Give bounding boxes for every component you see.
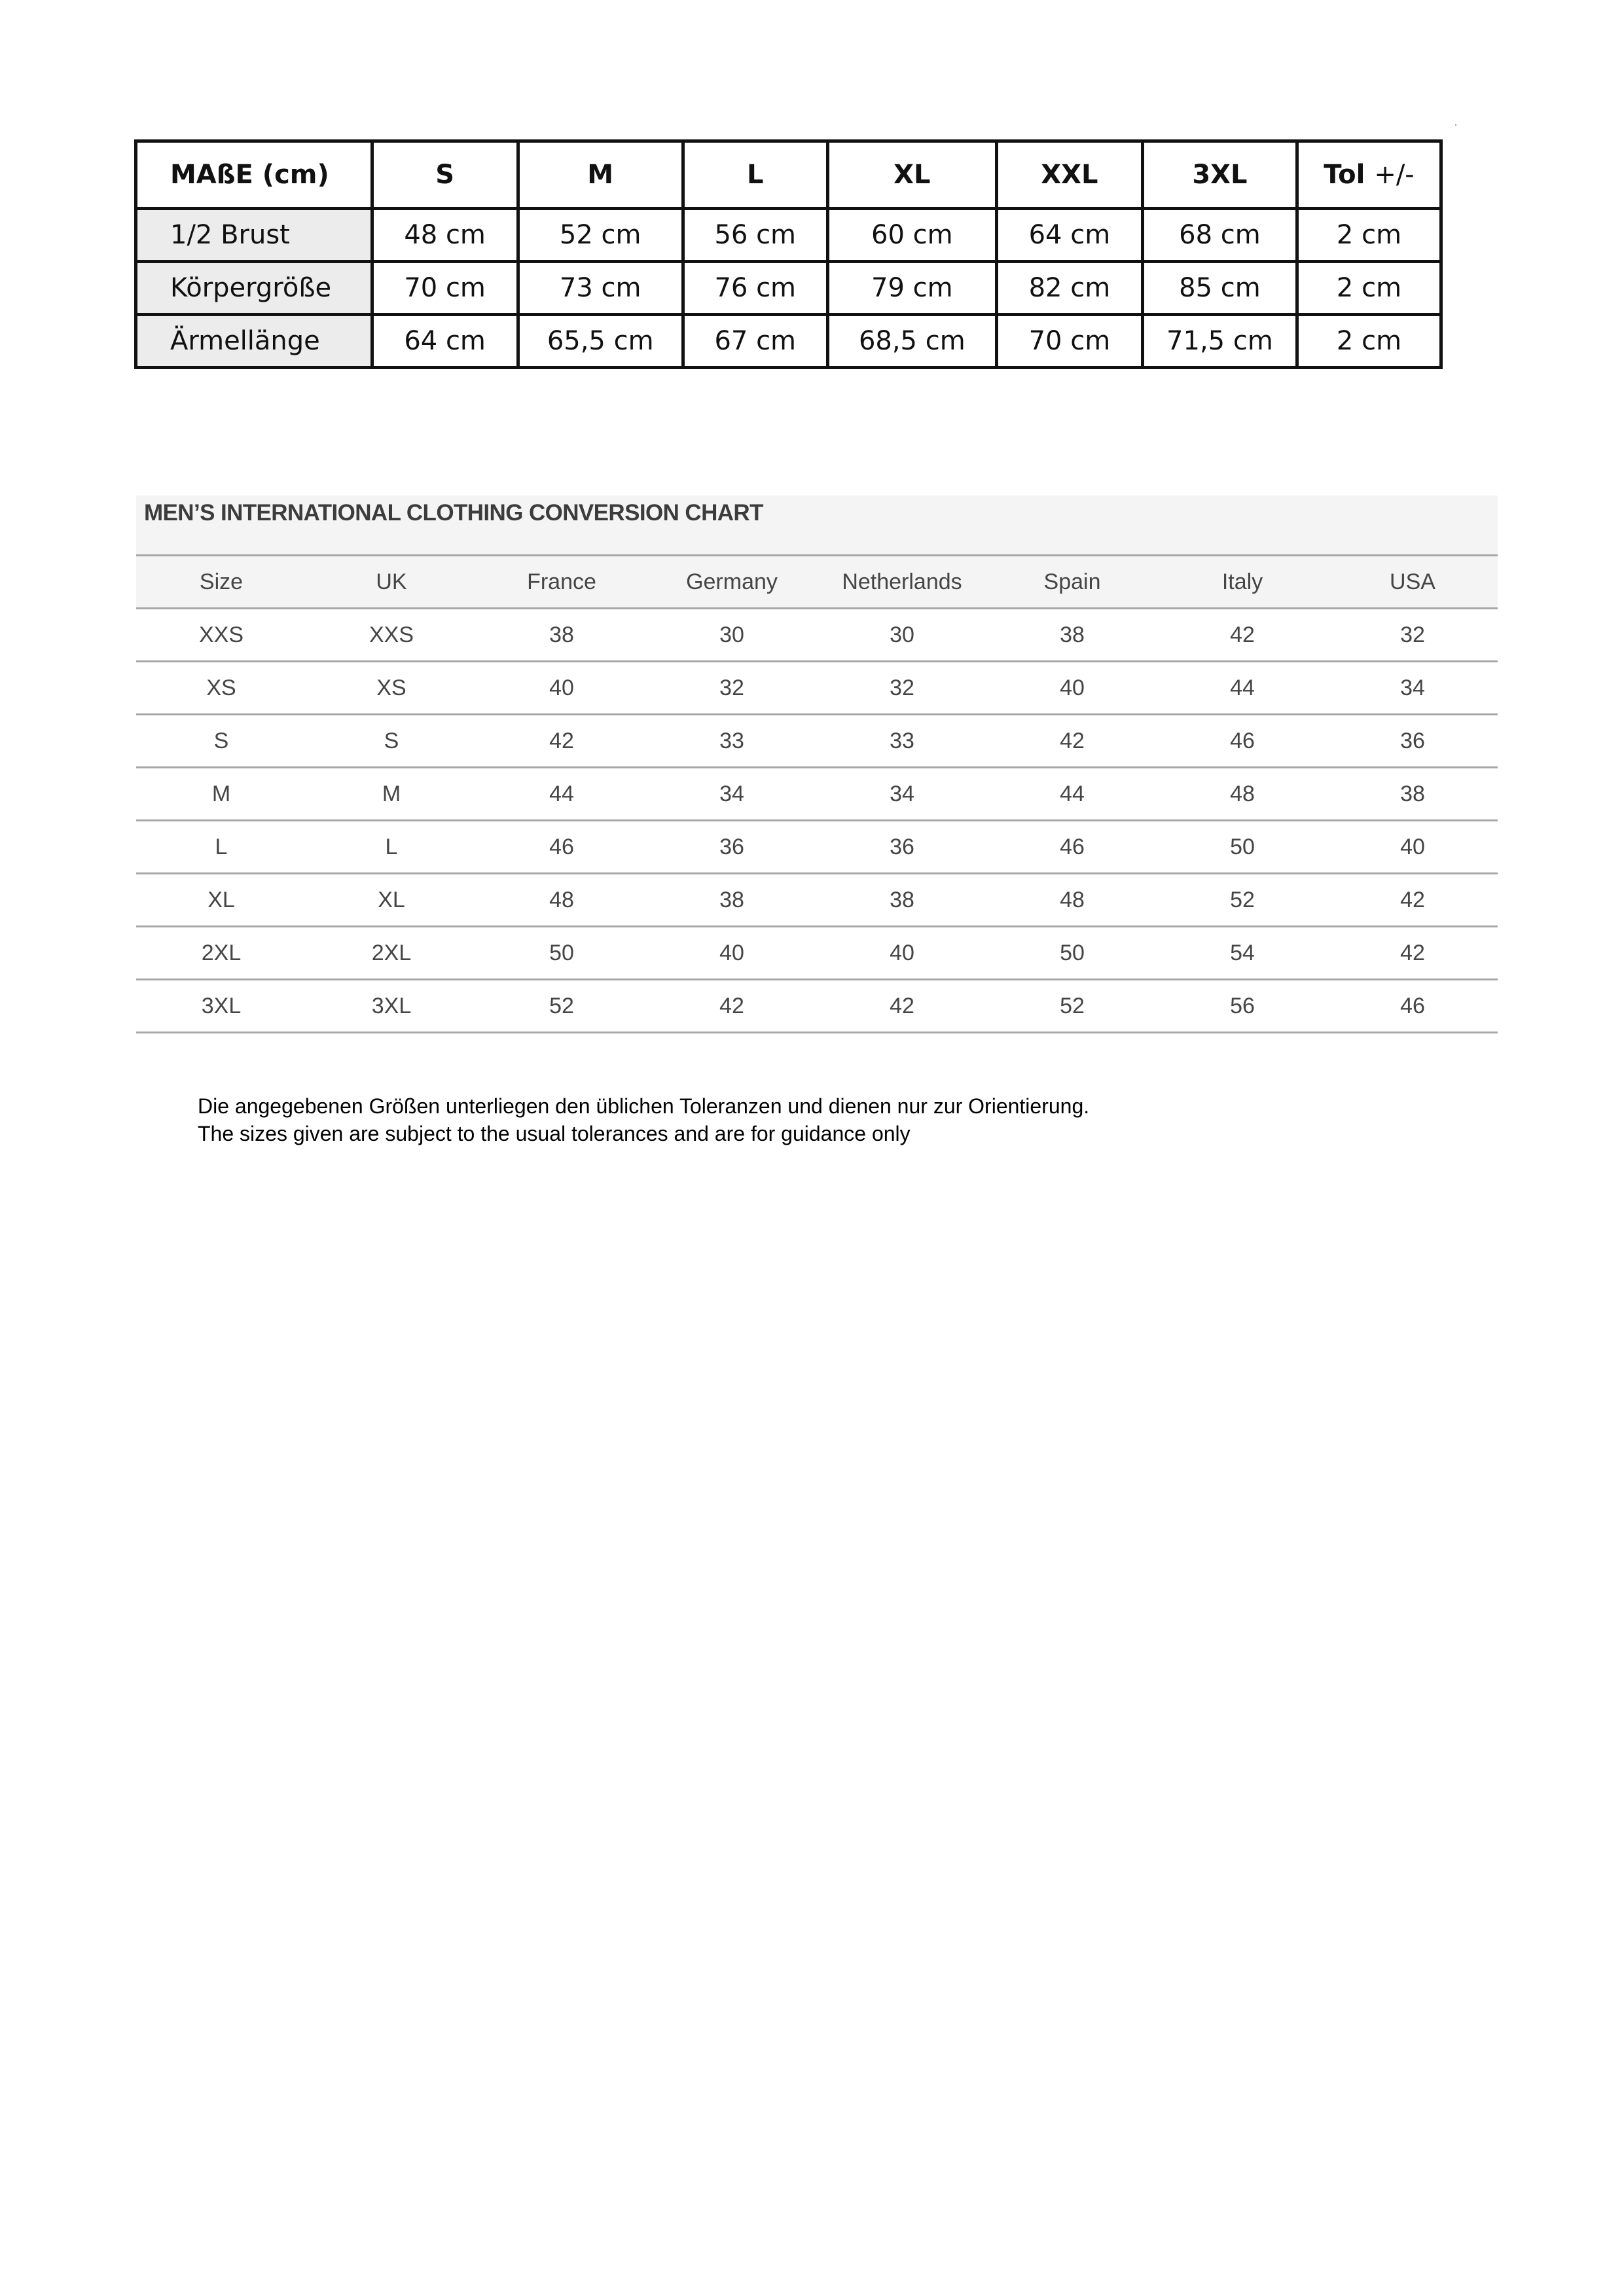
conversion-cell: 2XL <box>306 927 477 980</box>
column-header-spain: Spain <box>987 556 1157 609</box>
conversion-row <box>136 821 1498 874</box>
conversion-cell: 38 <box>647 874 817 927</box>
tolerance-cell: 2 cm <box>1297 209 1441 262</box>
conversion-cell: 46 <box>1327 980 1498 1033</box>
conversion-cell: 34 <box>647 768 817 821</box>
conversion-cell: XL <box>306 874 477 927</box>
tolerance-header-text: Tol <box>1324 160 1365 190</box>
conversion-cell: 52 <box>987 980 1157 1033</box>
conversion-cell: 42 <box>647 980 817 1033</box>
conversion-cell: 33 <box>647 715 817 768</box>
measurement-cell: 71,5 cm <box>1142 315 1297 368</box>
conversion-cell: 48 <box>1157 768 1327 821</box>
conversion-cell: 33 <box>817 715 987 768</box>
conversion-cell: 44 <box>987 768 1157 821</box>
size-header-3xl: 3XL <box>1142 141 1297 209</box>
conversion-header-row <box>136 556 1498 609</box>
conversion-chart <box>136 495 1498 1033</box>
conversion-cell: 38 <box>477 609 647 662</box>
conversion-cell: L <box>306 821 477 874</box>
conversion-cell: 42 <box>1157 609 1327 662</box>
conversion-cell: 48 <box>987 874 1157 927</box>
conversion-cell: 40 <box>987 662 1157 715</box>
conversion-cell: 42 <box>987 715 1157 768</box>
conversion-cell: 30 <box>647 609 817 662</box>
conversion-cell: 3XL <box>306 980 477 1033</box>
conversion-cell: 40 <box>647 927 817 980</box>
conversion-cell: 46 <box>987 821 1157 874</box>
conversion-size-cell: S <box>136 715 306 768</box>
conversion-cell: 52 <box>1157 874 1327 927</box>
conversion-cell: 42 <box>1327 927 1498 980</box>
note-german: Die angegebenen Größen unterliegen den üblichen Toleranzen und dienen nur zur Orientierung. <box>198 1094 1090 1118</box>
conversion-row <box>136 980 1498 1033</box>
conversion-cell: 50 <box>477 927 647 980</box>
conversion-cell: 56 <box>1157 980 1327 1033</box>
measurement-cell: 64 cm <box>996 209 1142 262</box>
measurement-row-label: Körpergröße <box>136 262 372 315</box>
column-header-uk: UK <box>306 556 477 609</box>
column-header-size: Size <box>136 556 306 609</box>
conversion-cell: 42 <box>477 715 647 768</box>
tolerance-cell: 2 cm <box>1297 262 1441 315</box>
conversion-cell: 40 <box>1327 821 1498 874</box>
page-mark <box>1455 124 1456 126</box>
conversion-cell: 32 <box>1327 609 1498 662</box>
measurement-row-body-length <box>136 262 1441 315</box>
conversion-cell: XXS <box>306 609 477 662</box>
conversion-cell: 46 <box>477 821 647 874</box>
measurement-cell: 56 cm <box>683 209 827 262</box>
conversion-size-cell: L <box>136 821 306 874</box>
column-header-netherlands: Netherlands <box>817 556 987 609</box>
conversion-cell: 34 <box>1327 662 1498 715</box>
conversion-cell: 38 <box>817 874 987 927</box>
conversion-row <box>136 715 1498 768</box>
conversion-cell: 38 <box>1327 768 1498 821</box>
conversion-cell: 42 <box>1327 874 1498 927</box>
column-header-france: France <box>477 556 647 609</box>
measurement-row-sleeve-length <box>136 315 1441 368</box>
conversion-size-cell: XS <box>136 662 306 715</box>
measurement-cell: 65,5 cm <box>518 315 683 368</box>
measurement-cell: 52 cm <box>518 209 683 262</box>
conversion-row <box>136 927 1498 980</box>
conversion-cell: 36 <box>647 821 817 874</box>
conversion-cell: 38 <box>987 609 1157 662</box>
conversion-table-body <box>136 609 1498 1033</box>
measurement-cell: 85 cm <box>1142 262 1297 315</box>
conversion-cell: S <box>306 715 477 768</box>
size-header-m: M <box>518 141 683 209</box>
tolerance-cell: 2 cm <box>1297 315 1441 368</box>
size-header-l: L <box>683 141 827 209</box>
measurement-header-row <box>136 141 1441 209</box>
size-measurement-table <box>134 139 1443 369</box>
measurement-header-label: MAßE (cm) <box>136 141 372 209</box>
conversion-chart-title: MEN’S INTERNATIONAL CLOTHING CONVERSION CHART <box>144 500 763 526</box>
conversion-row <box>136 768 1498 821</box>
conversion-cell: 36 <box>1327 715 1498 768</box>
size-notes <box>198 1092 1089 1147</box>
conversion-row <box>136 609 1498 662</box>
measurement-cell: 79 cm <box>827 262 996 315</box>
conversion-cell: 30 <box>817 609 987 662</box>
measurement-cell: 68,5 cm <box>827 315 996 368</box>
conversion-cell: 44 <box>477 768 647 821</box>
measurement-row-label: Ärmellänge <box>136 315 372 368</box>
conversion-cell: 48 <box>477 874 647 927</box>
conversion-row <box>136 662 1498 715</box>
conversion-cell: 54 <box>1157 927 1327 980</box>
conversion-cell: 32 <box>817 662 987 715</box>
tolerance-header-sign: +/- <box>1374 160 1415 190</box>
measurement-row-label: 1/2 Brust <box>136 209 372 262</box>
conversion-size-cell: 3XL <box>136 980 306 1033</box>
conversion-cell: 34 <box>817 768 987 821</box>
measurement-cell: 82 cm <box>996 262 1142 315</box>
conversion-cell: M <box>306 768 477 821</box>
conversion-cell: 32 <box>647 662 817 715</box>
measurement-cell: 64 cm <box>372 315 518 368</box>
conversion-cell: 44 <box>1157 662 1327 715</box>
measurement-cell: 60 cm <box>827 209 996 262</box>
conversion-cell: 50 <box>1157 821 1327 874</box>
conversion-size-cell: M <box>136 768 306 821</box>
note-english: The sizes given are subject to the usual tolerances and are for guidance only <box>198 1122 911 1145</box>
size-header-s: S <box>372 141 518 209</box>
measurement-cell: 70 cm <box>372 262 518 315</box>
conversion-size-cell: 2XL <box>136 927 306 980</box>
measurement-cell: 76 cm <box>683 262 827 315</box>
conversion-cell: 42 <box>817 980 987 1033</box>
size-header-xl: XL <box>827 141 996 209</box>
conversion-row <box>136 874 1498 927</box>
measurement-cell: 73 cm <box>518 262 683 315</box>
measurement-cell: 68 cm <box>1142 209 1297 262</box>
conversion-cell: 36 <box>817 821 987 874</box>
conversion-table <box>136 556 1498 1033</box>
measurement-cell: 48 cm <box>372 209 518 262</box>
conversion-size-cell: XXS <box>136 609 306 662</box>
conversion-cell: 46 <box>1157 715 1327 768</box>
column-header-usa: USA <box>1327 556 1498 609</box>
conversion-size-cell: XL <box>136 874 306 927</box>
conversion-chart-title-bar <box>136 495 1498 556</box>
size-header-xxl: XXL <box>996 141 1142 209</box>
conversion-cell: 40 <box>477 662 647 715</box>
conversion-cell: 52 <box>477 980 647 1033</box>
conversion-cell: XS <box>306 662 477 715</box>
measurement-row-chest <box>136 209 1441 262</box>
measurement-cell: 67 cm <box>683 315 827 368</box>
tolerance-header <box>1297 141 1441 209</box>
conversion-cell: 40 <box>817 927 987 980</box>
column-header-italy: Italy <box>1157 556 1327 609</box>
column-header-germany: Germany <box>647 556 817 609</box>
conversion-cell: 50 <box>987 927 1157 980</box>
measurement-cell: 70 cm <box>996 315 1142 368</box>
